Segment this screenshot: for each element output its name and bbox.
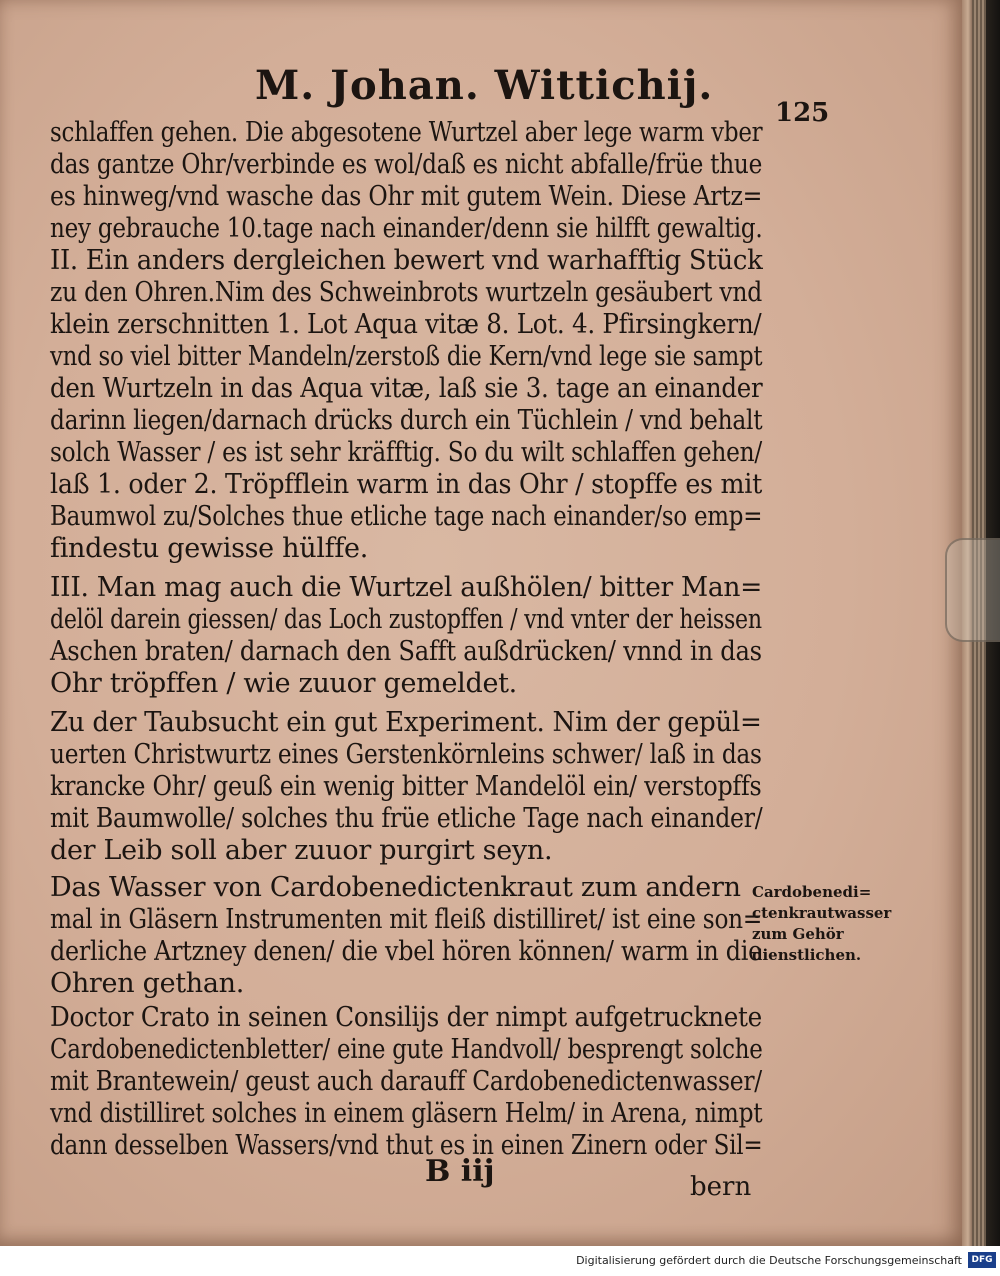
body-line: mit Baumwolle/ solches thu früe etliche Tage nach einander/ [50,803,763,834]
body-line: II. Ein anders dergleichen bewert vnd warhafftig Stück [50,245,763,276]
page-number: 125 [775,98,830,128]
body-line: derliche Artzney denen/ die vbel hören können/ warm in die [50,936,763,967]
body-line: krancke Ohr/ geuß ein wenig bitter Mandelöl ein/ verstopffs [50,771,762,802]
body-line: uerten Christwurtz eines Gerstenkörnleins schwer/ laß in das [50,739,762,770]
body-line: schlaffen gehen. Die abgesotene Wurtzel aber lege warm vber [50,117,763,148]
body-line: mit Brantewein/ geust auch darauff Cardobenedictenwasser/ [50,1066,762,1097]
margin-note-line: zum Gehör [752,925,844,943]
body-line: dann desselben Wassers/vnd thut es in einen Zinern oder Sil= [50,1130,763,1161]
body-line: der Leib soll aber zuuor purgirt seyn. [50,835,553,866]
body-line: Aschen braten/ darnach den Safft außdrücken/ vnnd in das [50,636,762,667]
body-line: vnd so viel bitter Mandeln/zerstoß die Kern/vnd lege sie sampt [50,341,763,372]
body-line: laß 1. oder 2. Tröpfflein warm in das Ohr / stopffe es mit [50,469,762,500]
body-line: darinn liegen/darnach drücks durch ein Tüchlein / vnd behalt [50,405,763,436]
catchword: bern [690,1172,752,1202]
body-line: Das Wasser von Cardobenedictenkraut zum andern [50,872,741,903]
body-line: mal in Gläsern Instrumenten mit fleiß distilliret/ ist eine son= [50,904,763,935]
body-line: Ohren gethan. [50,968,245,999]
margin-note-line: dienstlichen. [752,946,862,964]
body-line: delöl darein giessen/ das Loch zustopffen / vnd vnter der heissen [50,604,762,635]
body-line: Baumwol zu/Solches thue etliche tage nach einander/so emp= [50,501,763,532]
body-line: solch Wasser / es ist sehr kräfftig. So du wilt schlaffen gehen/ [50,437,762,468]
signature-mark: B iij [425,1154,495,1189]
funding-credit: Digitalisierung gefördert durch die Deutsche Forschungsgemeinschaft [576,1254,962,1267]
body-line: Cardobenedictenbletter/ eine gute Handvoll/ besprengt solche [50,1034,763,1065]
body-line: III. Man mag auch die Wurtzel außhölen/ bitter Man= [50,572,763,603]
body-line: vnd distilliret solches in einem gläsern Helm/ in Arena, nimpt [50,1098,763,1129]
body-line: es hinweg/vnd wasche das Ohr mit gutem Wein. Diese Artz= [50,181,763,212]
running-head: M. Johan. Wittichij. [255,62,714,109]
body-line: klein zerschnitten 1. Lot Aqua vitæ 8. Lot. 4. Pfirsingkern/ [50,309,762,340]
body-line: findestu gewisse hülffe. [50,533,368,564]
body-line: ney gebrauche 10.tage nach einander/denn sie hilfft gewaltig. [50,213,763,244]
page-tab-marker [945,538,1000,642]
body-line: Ohr tröpffen / wie zuuor gemeldet. [50,668,517,699]
body-line: Zu der Taubsucht ein gut Experiment. Nim der gepül= [50,707,762,738]
margin-note-line: ctenkrautwasser [752,904,892,922]
footer-bar [0,1246,1000,1276]
body-line: Doctor Crato in seinen Consilijs der nimpt aufgetrucknete [50,1002,762,1033]
body-line: zu den Ohren.Nim des Schweinbrots wurtzeln gesäubert vnd [50,277,762,308]
body-line: den Wurtzeln in das Aqua vitæ, laß sie 3. tage an einander [50,373,763,404]
body-line: das gantze Ohr/verbinde es wol/daß es nicht abfalle/früe thue [50,149,763,180]
margin-note-line: Cardobenedi= [752,883,872,901]
dfg-logo: DFG [968,1252,996,1268]
